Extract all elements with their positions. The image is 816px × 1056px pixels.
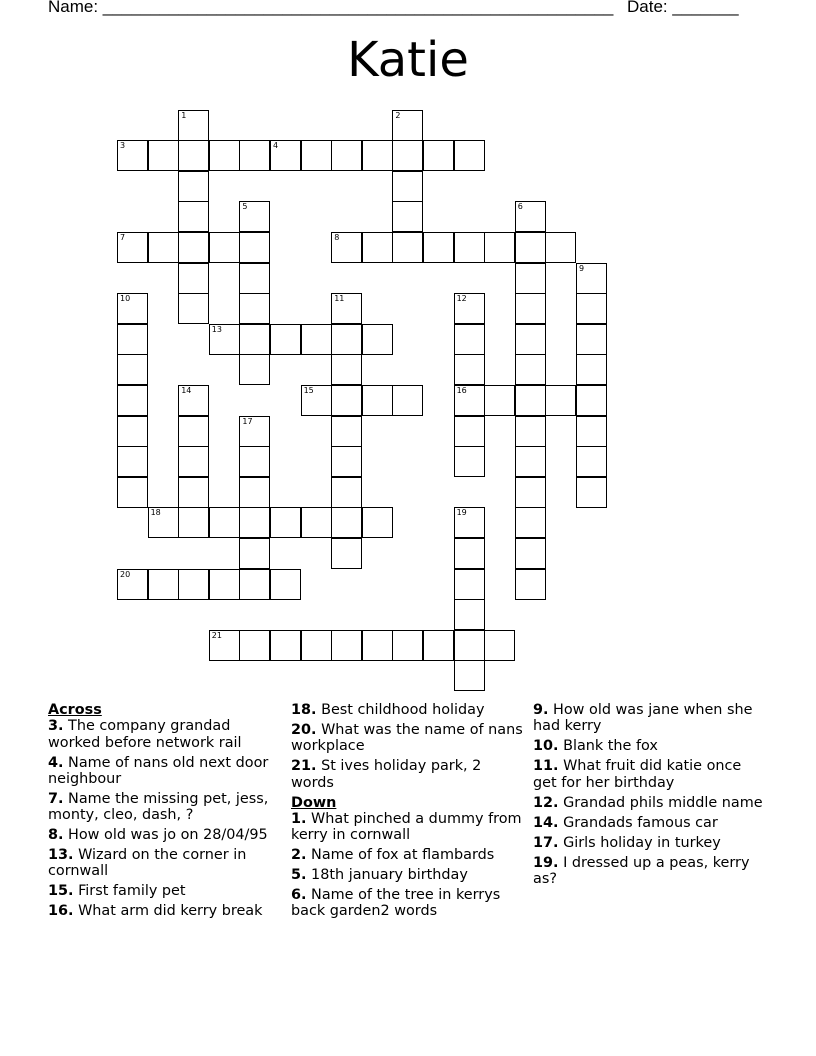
grid-cell[interactable] [423, 630, 454, 661]
grid-cell[interactable] [515, 324, 546, 355]
grid-cell[interactable] [331, 324, 362, 355]
clue-text: Grandads famous car [558, 814, 718, 831]
grid-cell[interactable] [178, 293, 209, 324]
clue-text: Name of the tree in kerrys back garden2 words [291, 887, 501, 920]
clue-number: 19. [533, 854, 559, 871]
clue-number: 16. [48, 903, 74, 920]
grid-cell[interactable] [515, 293, 546, 324]
grid-cell[interactable] [148, 140, 179, 171]
cell-number: 18 [150, 508, 161, 518]
cell-number: 13 [211, 324, 222, 334]
clue-column-2 [291, 702, 523, 923]
clue-text: How old was jo on 28/04/95 [63, 827, 268, 844]
cell-number: 17 [242, 416, 253, 426]
cell-number: 19 [456, 508, 467, 518]
grid-cell[interactable] [331, 293, 362, 324]
clue-number: 5. [291, 867, 307, 884]
clue-text: Blank the fox [558, 738, 658, 755]
clue-item [533, 855, 768, 888]
clue-number: 6. [291, 887, 307, 904]
grid-cell[interactable] [454, 385, 485, 416]
grid-cell[interactable] [454, 232, 485, 263]
grid-cell[interactable] [392, 201, 423, 232]
grid-cell[interactable] [178, 140, 209, 171]
grid-cell[interactable] [454, 416, 485, 447]
clue-number: 3. [48, 718, 64, 735]
grid-cell[interactable] [515, 232, 546, 263]
cell-number: 1 [181, 110, 187, 120]
grid-cell[interactable] [270, 140, 301, 171]
grid-cell[interactable] [576, 446, 607, 477]
grid-cell[interactable] [301, 385, 332, 416]
clue-item [291, 758, 523, 791]
grid-cell[interactable] [117, 477, 148, 508]
cell-number: 7 [120, 232, 126, 242]
grid-cell[interactable] [545, 232, 576, 263]
clue-number: 20. [291, 721, 317, 738]
grid-cell[interactable] [209, 140, 240, 171]
across-heading: Across [48, 702, 102, 718]
grid-cell[interactable] [576, 324, 607, 355]
grid-cell[interactable] [239, 354, 270, 385]
clue-text: Girls holiday in turkey [558, 834, 721, 851]
clue-item [48, 903, 283, 919]
grid-cell[interactable] [178, 263, 209, 294]
grid-cell[interactable] [117, 446, 148, 477]
grid-cell[interactable] [239, 569, 270, 600]
grid-cell[interactable] [576, 385, 607, 416]
clue-number: 21. [291, 758, 317, 775]
clue-item [48, 791, 283, 824]
grid-cell[interactable] [178, 385, 209, 416]
grid-cell[interactable] [454, 630, 485, 661]
puzzle-title: Katie [347, 32, 469, 88]
grid-cell[interactable] [301, 140, 332, 171]
cell-number: 11 [334, 294, 345, 304]
grid-cell[interactable] [178, 232, 209, 263]
grid-cell[interactable] [331, 538, 362, 569]
grid-cell[interactable] [515, 201, 546, 232]
clue-text: 18th january birthday [306, 867, 468, 884]
grid-cell[interactable] [117, 385, 148, 416]
clue-number: 15. [48, 883, 74, 900]
grid-cell[interactable] [209, 507, 240, 538]
grid-cell[interactable] [239, 263, 270, 294]
clue-item [48, 827, 283, 843]
clue-text: What arm did kerry break [73, 903, 263, 920]
clue-item [291, 867, 523, 883]
grid-cell[interactable] [331, 416, 362, 447]
grid-cell[interactable] [576, 416, 607, 447]
clue-item [533, 702, 768, 735]
cell-number: 9 [579, 263, 585, 273]
clue-text: I dressed up a peas, kerry as? [533, 854, 750, 887]
grid-cell[interactable] [331, 354, 362, 385]
cell-number: 12 [456, 294, 467, 304]
grid-cell[interactable] [515, 569, 546, 600]
clue-item [291, 887, 523, 920]
grid-cell[interactable] [239, 538, 270, 569]
grid-cell[interactable] [454, 354, 485, 385]
grid-cell[interactable] [454, 569, 485, 600]
clue-item [533, 795, 768, 811]
cell-number: 3 [120, 141, 126, 151]
grid-cell[interactable] [270, 507, 301, 538]
grid-cell[interactable] [454, 538, 485, 569]
grid-cell[interactable] [484, 232, 515, 263]
grid-cell[interactable] [209, 569, 240, 600]
grid-cell[interactable] [362, 232, 393, 263]
clue-number: 9. [533, 702, 549, 718]
clue-item [48, 883, 283, 899]
clue-item [533, 738, 768, 754]
grid-cell[interactable] [331, 385, 362, 416]
grid-cell[interactable] [362, 385, 393, 416]
down-heading: Down [291, 794, 337, 811]
name-field-label: Name: ______________________________________________________ [48, 0, 614, 16]
grid-cell[interactable] [576, 354, 607, 385]
grid-cell[interactable] [484, 385, 515, 416]
grid-cell[interactable] [178, 171, 209, 202]
clue-column-1 [48, 702, 283, 923]
cell-number: 10 [120, 294, 131, 304]
clue-number: 14. [533, 814, 559, 831]
grid-cell[interactable] [454, 507, 485, 538]
grid-cell[interactable] [331, 507, 362, 538]
grid-cell[interactable] [239, 201, 270, 232]
grid-cell[interactable] [515, 385, 546, 416]
grid-cell[interactable] [117, 293, 148, 324]
grid-cell[interactable] [545, 385, 576, 416]
grid-cell[interactable] [515, 354, 546, 385]
grid-cell[interactable] [270, 569, 301, 600]
clue-text: The company grandad worked before network rail [48, 718, 242, 751]
clue-text: What fruit did katie once get for her birthday [533, 758, 742, 791]
clue-text: What was the name of nans workplace [291, 721, 523, 755]
grid-cell[interactable] [270, 630, 301, 661]
grid-cell[interactable] [331, 477, 362, 508]
clue-item [291, 811, 523, 844]
cell-number: 20 [120, 569, 131, 579]
grid-cell[interactable] [576, 477, 607, 508]
clue-item [48, 755, 283, 788]
grid-cell[interactable] [515, 416, 546, 447]
cell-number: 21 [211, 630, 222, 640]
grid-cell[interactable] [454, 660, 485, 691]
grid-cell[interactable] [209, 324, 240, 355]
cell-number: 5 [242, 202, 248, 212]
grid-cell[interactable] [454, 324, 485, 355]
grid-cell[interactable] [454, 599, 485, 630]
grid-cell[interactable] [209, 630, 240, 661]
cell-number: 15 [303, 385, 314, 395]
grid-cell[interactable] [239, 293, 270, 324]
grid-cell[interactable] [178, 446, 209, 477]
clue-text: How old was jane when she had kerry [533, 702, 753, 735]
clue-item [291, 847, 523, 863]
grid-cell[interactable] [148, 507, 179, 538]
clue-item [48, 718, 283, 751]
clue-text: First family pet [73, 883, 186, 900]
clue-text: Name of fox at flambards [306, 847, 495, 864]
cell-number: 6 [517, 202, 523, 212]
clue-text: Wizard on the corner in cornwall [48, 847, 247, 880]
clue-number: 2. [291, 847, 307, 864]
grid-cell[interactable] [239, 324, 270, 355]
grid-cell[interactable] [117, 232, 148, 263]
grid-cell[interactable] [148, 569, 179, 600]
grid-cell[interactable] [515, 507, 546, 538]
clue-text: Best childhood holiday [316, 702, 485, 718]
grid-cell[interactable] [239, 416, 270, 447]
grid-cell[interactable] [515, 477, 546, 508]
clue-number: 8. [48, 827, 64, 844]
grid-cell[interactable] [362, 140, 393, 171]
grid-cell[interactable] [178, 110, 209, 141]
grid-cell[interactable] [117, 354, 148, 385]
grid-cell[interactable] [178, 477, 209, 508]
grid-cell[interactable] [515, 538, 546, 569]
grid-cell[interactable] [454, 140, 485, 171]
grid-cell[interactable] [239, 446, 270, 477]
grid-cell[interactable] [362, 630, 393, 661]
date-field-label: Date: _______ [627, 0, 739, 16]
grid-cell[interactable] [239, 477, 270, 508]
cell-number: 8 [334, 232, 340, 242]
grid-cell[interactable] [301, 507, 332, 538]
clue-text: Name of nans old next door neighbour [48, 754, 269, 787]
grid-cell[interactable] [178, 507, 209, 538]
grid-cell[interactable] [362, 507, 393, 538]
grid-cell[interactable] [392, 140, 423, 171]
grid-cell[interactable] [454, 446, 485, 477]
clue-item [533, 815, 768, 831]
grid-cell[interactable] [301, 324, 332, 355]
cell-number: 14 [181, 385, 192, 395]
cell-number: 2 [395, 110, 401, 120]
grid-cell[interactable] [178, 201, 209, 232]
clue-column-3 [533, 702, 768, 891]
clue-number: 13. [48, 847, 74, 864]
grid-cell[interactable] [148, 232, 179, 263]
clue-item [48, 847, 283, 880]
grid-cell[interactable] [362, 324, 393, 355]
grid-cell[interactable] [423, 232, 454, 263]
grid-cell[interactable] [270, 324, 301, 355]
grid-cell[interactable] [515, 263, 546, 294]
grid-cell[interactable] [484, 630, 515, 661]
clue-text: St ives holiday park, 2 words [291, 758, 482, 791]
clue-number: 11. [533, 758, 559, 775]
grid-cell[interactable] [239, 232, 270, 263]
grid-cell[interactable] [392, 171, 423, 202]
grid-cell[interactable] [239, 630, 270, 661]
grid-cell[interactable] [331, 140, 362, 171]
cell-number: 16 [456, 385, 467, 395]
clue-number: 12. [533, 794, 559, 811]
grid-cell[interactable] [331, 446, 362, 477]
grid-cell[interactable] [576, 263, 607, 294]
clue-number: 7. [48, 790, 64, 807]
grid-cell[interactable] [209, 232, 240, 263]
grid-cell[interactable] [392, 232, 423, 263]
grid-cell[interactable] [392, 385, 423, 416]
clue-item [533, 758, 768, 791]
clue-number: 18. [291, 702, 317, 718]
grid-cell[interactable] [301, 630, 332, 661]
grid-cell[interactable] [331, 232, 362, 263]
clue-number: 10. [533, 738, 559, 755]
clue-item [533, 835, 768, 851]
grid-cell[interactable] [117, 140, 148, 171]
grid-cell[interactable] [392, 630, 423, 661]
clue-text: What pinched a dummy from kerry in cornwall [291, 810, 522, 844]
grid-cell[interactable] [178, 569, 209, 600]
grid-cell[interactable] [117, 324, 148, 355]
grid-cell[interactable] [239, 507, 270, 538]
grid-cell[interactable] [239, 140, 270, 171]
clue-number: 4. [48, 754, 64, 771]
grid-cell[interactable] [515, 446, 546, 477]
grid-cell[interactable] [117, 416, 148, 447]
clue-number: 17. [533, 834, 559, 851]
grid-cell[interactable] [178, 416, 209, 447]
grid-cell[interactable] [576, 293, 607, 324]
clue-item [291, 702, 523, 718]
cell-number: 4 [273, 141, 279, 151]
grid-cell[interactable] [454, 293, 485, 324]
clue-item [291, 722, 523, 755]
clue-number: 1. [291, 810, 307, 827]
grid-cell[interactable] [117, 569, 148, 600]
clue-text: Grandad phils middle name [558, 794, 763, 811]
grid-cell[interactable] [331, 630, 362, 661]
clue-text: Name the missing pet, jess, monty, cleo, dash, ? [48, 790, 269, 824]
grid-cell[interactable] [392, 110, 423, 141]
grid-cell[interactable] [423, 140, 454, 171]
